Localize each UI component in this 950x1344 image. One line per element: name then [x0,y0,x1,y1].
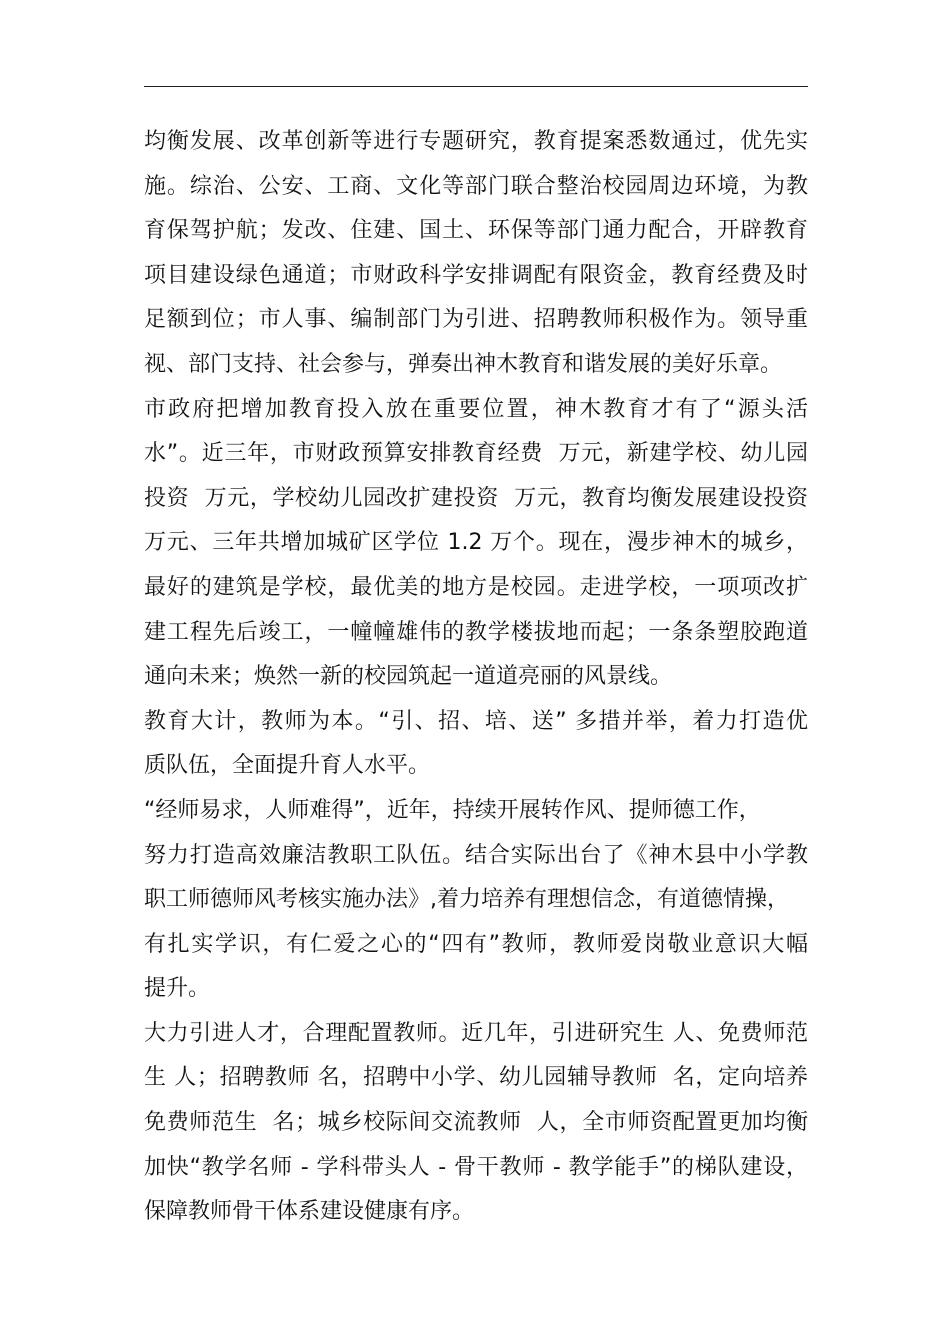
text-line: 育保驾护航；发改、住建、国土、环保等部门通力配合，开辟教育 [144,218,808,244]
text-line: 最好的建筑是学校，最优美的地方是校园。走进学校，一项项改扩 [144,574,808,600]
text-line: “经师易求，人师难得”，近年，持续开展转作风、提师德工作， [144,797,761,823]
text-line: 通向未来；焕然一新的校园筑起一道道亮丽的风景线。 [144,664,673,690]
text-line: 市政府把增加教育投入放在重要位置，神木教育才有了“源头活 [144,396,808,422]
text-line: 足额到位；市人事、编制部门为引进、招聘教师积极作为。领导重 [144,307,808,333]
text-line: 职工师德师风考核实施办法》,着力培养有理想信念，有道德情操， [144,887,789,913]
text-line: 视、部门支持、社会参与，弹奏出神木教育和谐发展的美好乐章。 [144,351,783,377]
text-line: 免费师范生 名；城乡校际间交流教师 人，全市师资配置更加均衡 [144,1110,808,1136]
text-line: 努力打造高效廉洁教职工队伍。结合实际出台了《神木县中小学教 [144,842,808,868]
text-line: 加快“教学名师 - 学科带头人 - 骨干教师 - 教学能手”的梯队建设， [144,1154,808,1180]
text-line: 教育大计，教师为本。“引、招、培、送” 多措并举，着力打造优 [144,708,808,734]
text-line: 保障教师骨干体系建设健康有序。 [144,1199,475,1225]
text-line: 投资 万元，学校幼儿园改扩建投资 万元，教育均衡发展建设投资 [144,485,808,511]
header-rule [144,86,808,87]
text-line: 万元、三年共增加城矿区学位 1.2 万个。现在，漫步神木的城乡， [144,530,808,556]
text-line: 施。综治、公安、工商、文化等部门联合整治校园周边环境，为教 [144,173,808,199]
text-line: 水”。近三年，市财政预算安排教育经费 万元，新建学校、幼儿园 [144,441,808,467]
text-line: 建工程先后竣工，一幢幢雄伟的教学楼拔地而起；一条条塑胶跑道 [144,619,808,645]
text-line: 项目建设绿色通道；市财政科学安排调配有限资金，教育经费及时 [144,262,808,288]
text-line: 生 人；招聘教师 名，招聘中小学、幼儿园辅导教师 名，定向培养 [144,1065,808,1091]
text-line: 大力引进人才，合理配置教师。近几年，引进研究生 人、免费师范 [144,1020,808,1046]
text-line: 有扎实学识，有仁爱之心的“四有”教师，教师爱岗敬业意识大幅 [144,931,808,957]
text-line: 均衡发展、改革创新等进行专题研究，教育提案悉数通过，优先实 [144,129,808,154]
text-line: 质队伍，全面提升育人水平。 [144,753,431,779]
body-text [144,120,808,1235]
text-line: 提升。 [144,976,211,1002]
